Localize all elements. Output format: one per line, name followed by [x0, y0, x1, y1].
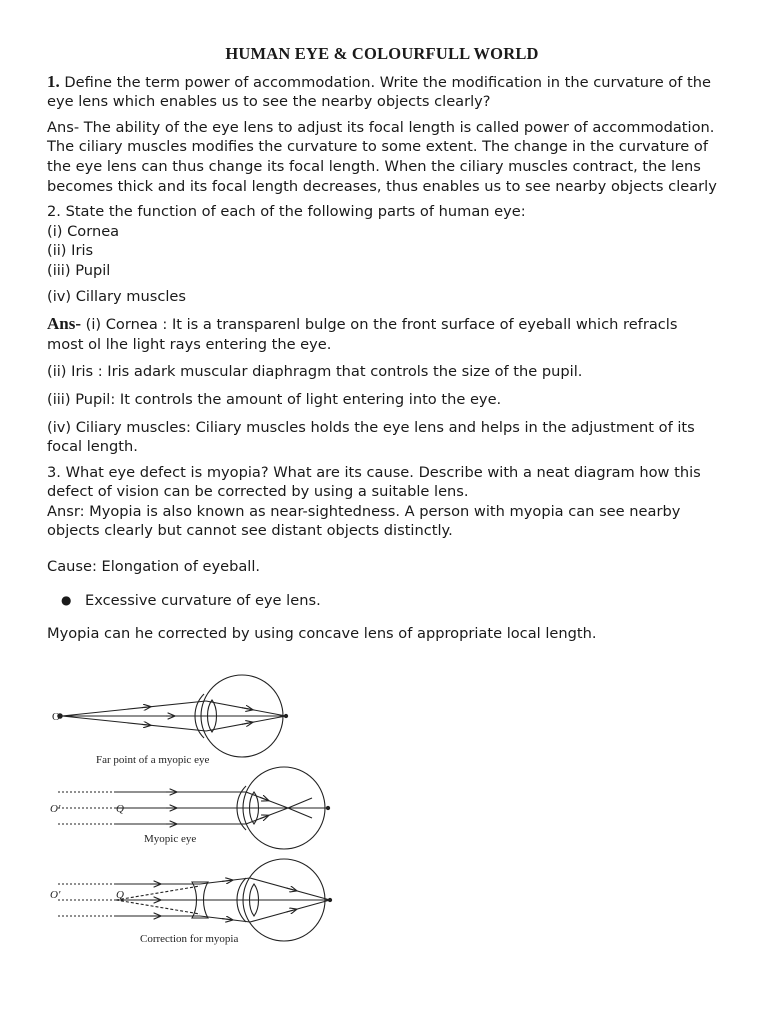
far-point-label: O [52, 711, 60, 723]
part-ciliary: (iv) Cillary muscles [47, 287, 187, 305]
question-1-number: 1. [47, 71, 60, 91]
diagram-correction [58, 859, 332, 941]
bullet-item [47, 591, 717, 611]
document-page [47, 44, 717, 644]
answer-3: Ansr: Myopia is also known as near-sightedness. A person with myopia can see nearby objects clearly but cannot see distant objects distinctly. [47, 502, 681, 540]
part-pupil: (iii) Pupil [47, 261, 111, 279]
question-3: 3. What eye defect is myopia? What are its cause. Describe with a neat diagram how this defect of vision can be corrected by using a suitable lens. [47, 463, 701, 501]
caption-far-point: Far point of a myopic eye [96, 754, 210, 766]
part-iris: (ii) Iris [47, 242, 94, 260]
part-cornea: (i) Cornea [47, 222, 120, 240]
myopic-point-o: O' [50, 803, 61, 815]
correction-point-o: O' [50, 889, 61, 901]
caption-myopic-eye: Myopic eye [144, 833, 197, 845]
myopia-diagram-svg [46, 672, 346, 962]
correction-point-q: Q [116, 889, 124, 901]
diagram-far-point [58, 675, 288, 757]
answer-2-cornea-text: (i) Cornea : It is a transparenl bulge on the front surface of eyeball which refracls most ol lhe light rays entering the eye. [47, 316, 678, 353]
question-1-text: Define the term power of accommodation. Write the modification in the curvature of the eye lens which enables us to see the nearby objects clearly? [47, 73, 712, 111]
question-2: 2. State the function of each of the following parts of human eye: [47, 203, 526, 221]
myopia-diagrams [46, 672, 346, 962]
question-1 [47, 72, 717, 112]
page-title: HUMAN EYE & COLOURFULL WORLD [225, 44, 539, 63]
cause-text: Cause: Elongation of eyeball. [47, 558, 261, 576]
answer-2-pupil: (iii) Pupil: It controls the amount of light entering into the eye. [47, 390, 502, 408]
myopic-point-q: Q [116, 803, 124, 815]
answer-label: Ans- [47, 314, 82, 334]
caption-correction: Correction for myopia [140, 933, 239, 945]
bullet-text: Excessive curvature of eye lens. [85, 591, 321, 609]
answer-2-iris: (ii) Iris : Iris adark muscular diaphragm that controls the size of the pupil. [47, 363, 583, 381]
bullet-icon: ● [61, 592, 72, 607]
answer-1: Ans- The ability of the eye lens to adjust its focal length is called power of accommodation. The ciliary muscles modifies the curvature to some extent. The change in the curvature of the eye lens can thus change its focal length. When the ciliary muscles contract, the lens becomes thick and its focal length decreases, thus enables us to see nearby objects clearly [47, 118, 717, 195]
answer-2-cornea [47, 314, 717, 354]
answer-2-ciliary: (iv) Ciliary muscles: Ciliary muscles holds the eye lens and helps in the adjustment of its focal length. [47, 418, 695, 456]
correction-text: Myopia can he corrected by using concave lens of appropriate local length. [47, 625, 597, 643]
